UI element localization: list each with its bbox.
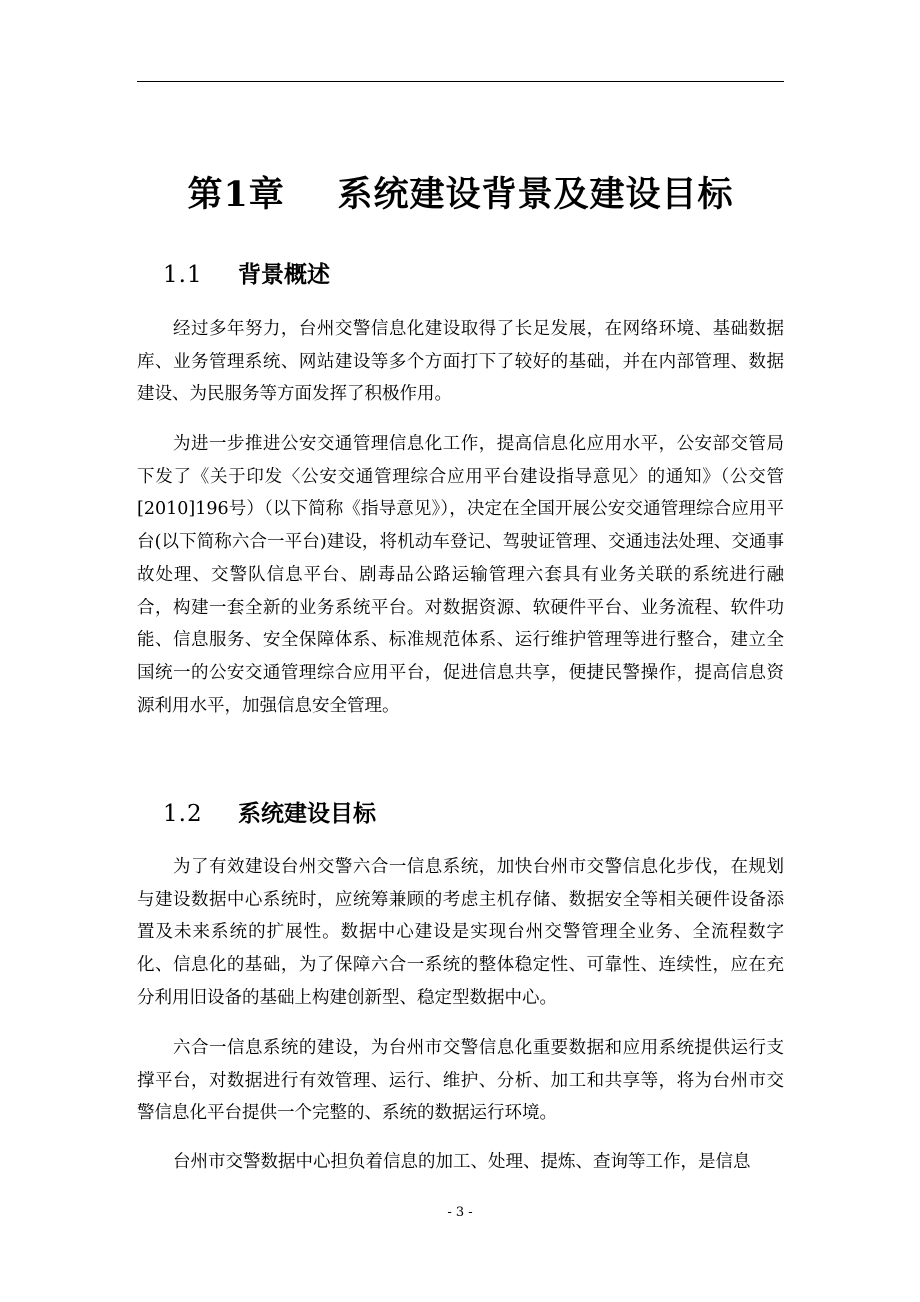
chapter-number: 第1章 bbox=[187, 174, 285, 215]
section-title: 系统建设目标 bbox=[238, 800, 376, 827]
section-heading-1-2 bbox=[163, 799, 376, 829]
page-number: - 3 - bbox=[447, 1205, 473, 1220]
header-rule bbox=[137, 81, 784, 82]
section-heading-1-1 bbox=[163, 260, 330, 290]
paragraph: 为了有效建设台州交警六合一信息系统，加快台州市交警信息化步伐，在规划与建设数据中心系统时，应统筹兼顾的考虑主机存储、数据安全等相关硬件设备添置及未来系统的扩展性。数据中心建设是实现台州交警管理全业务、全流程数字化、信息化的基础，为了保障六合一系统的整体稳定性、可靠性、连续性，应在充分利用旧设备的基础上构建创新型、稳定型数据中心。 bbox=[137, 857, 784, 1008]
paragraph: 六合一信息系统的建设，为台州市交警信息化重要数据和应用系统提供运行支撑平台，对数据进行有效管理、运行、维护、分析、加工和共享等，将为台州市交警信息化平台提供一个完整的、系统的数据运行环境。 bbox=[137, 1038, 784, 1124]
paragraph: 经过多年努力，台州交警信息化建设取得了长足发展，在网络环境、基础数据库、业务管理系统、网站建设等多个方面打下了较好的基础，并在内部管理、数据建设、为民服务等方面发挥了积极作用。 bbox=[137, 319, 784, 405]
chapter-title bbox=[137, 170, 784, 220]
section-number: 1.2 bbox=[163, 801, 203, 827]
section-number: 1.1 bbox=[163, 262, 203, 288]
chapter-title-text: 系统建设背景及建设目标 bbox=[337, 174, 734, 215]
paragraph: 为进一步推进公安交通管理信息化工作，提高信息化应用水平，公安部交管局下发了《关于印发〈公安交通管理综合应用平台建设指导意见〉的通知》（公交管[2010]196号）（以下简称《指导意见》），决定在全国开展公安交通管理综合应用平台(以下简称六合一平台)建设，将机动车登记、驾驶证管理、交通违法处理、交通事故处理、交警队信息平台、剧毒品公路运输管理六套具有业务关联的系统进行融合，构建一套全新的业务系统平台。对数据资源、软硬件平台、业务流程、软件功能、信息服务、安全保障体系、标准规范体系、运行维护管理等进行整合，建立全国统一的公安交通管理综合应用平台，促进信息共享，便捷民警操作，提高信息资源利用水平，加强信息安全管理。 bbox=[137, 434, 784, 716]
paragraph: 台州市交警数据中心担负着信息的加工、处理、提炼、查询等工作，是信息 bbox=[173, 1152, 751, 1172]
section-title: 背景概述 bbox=[238, 261, 330, 288]
